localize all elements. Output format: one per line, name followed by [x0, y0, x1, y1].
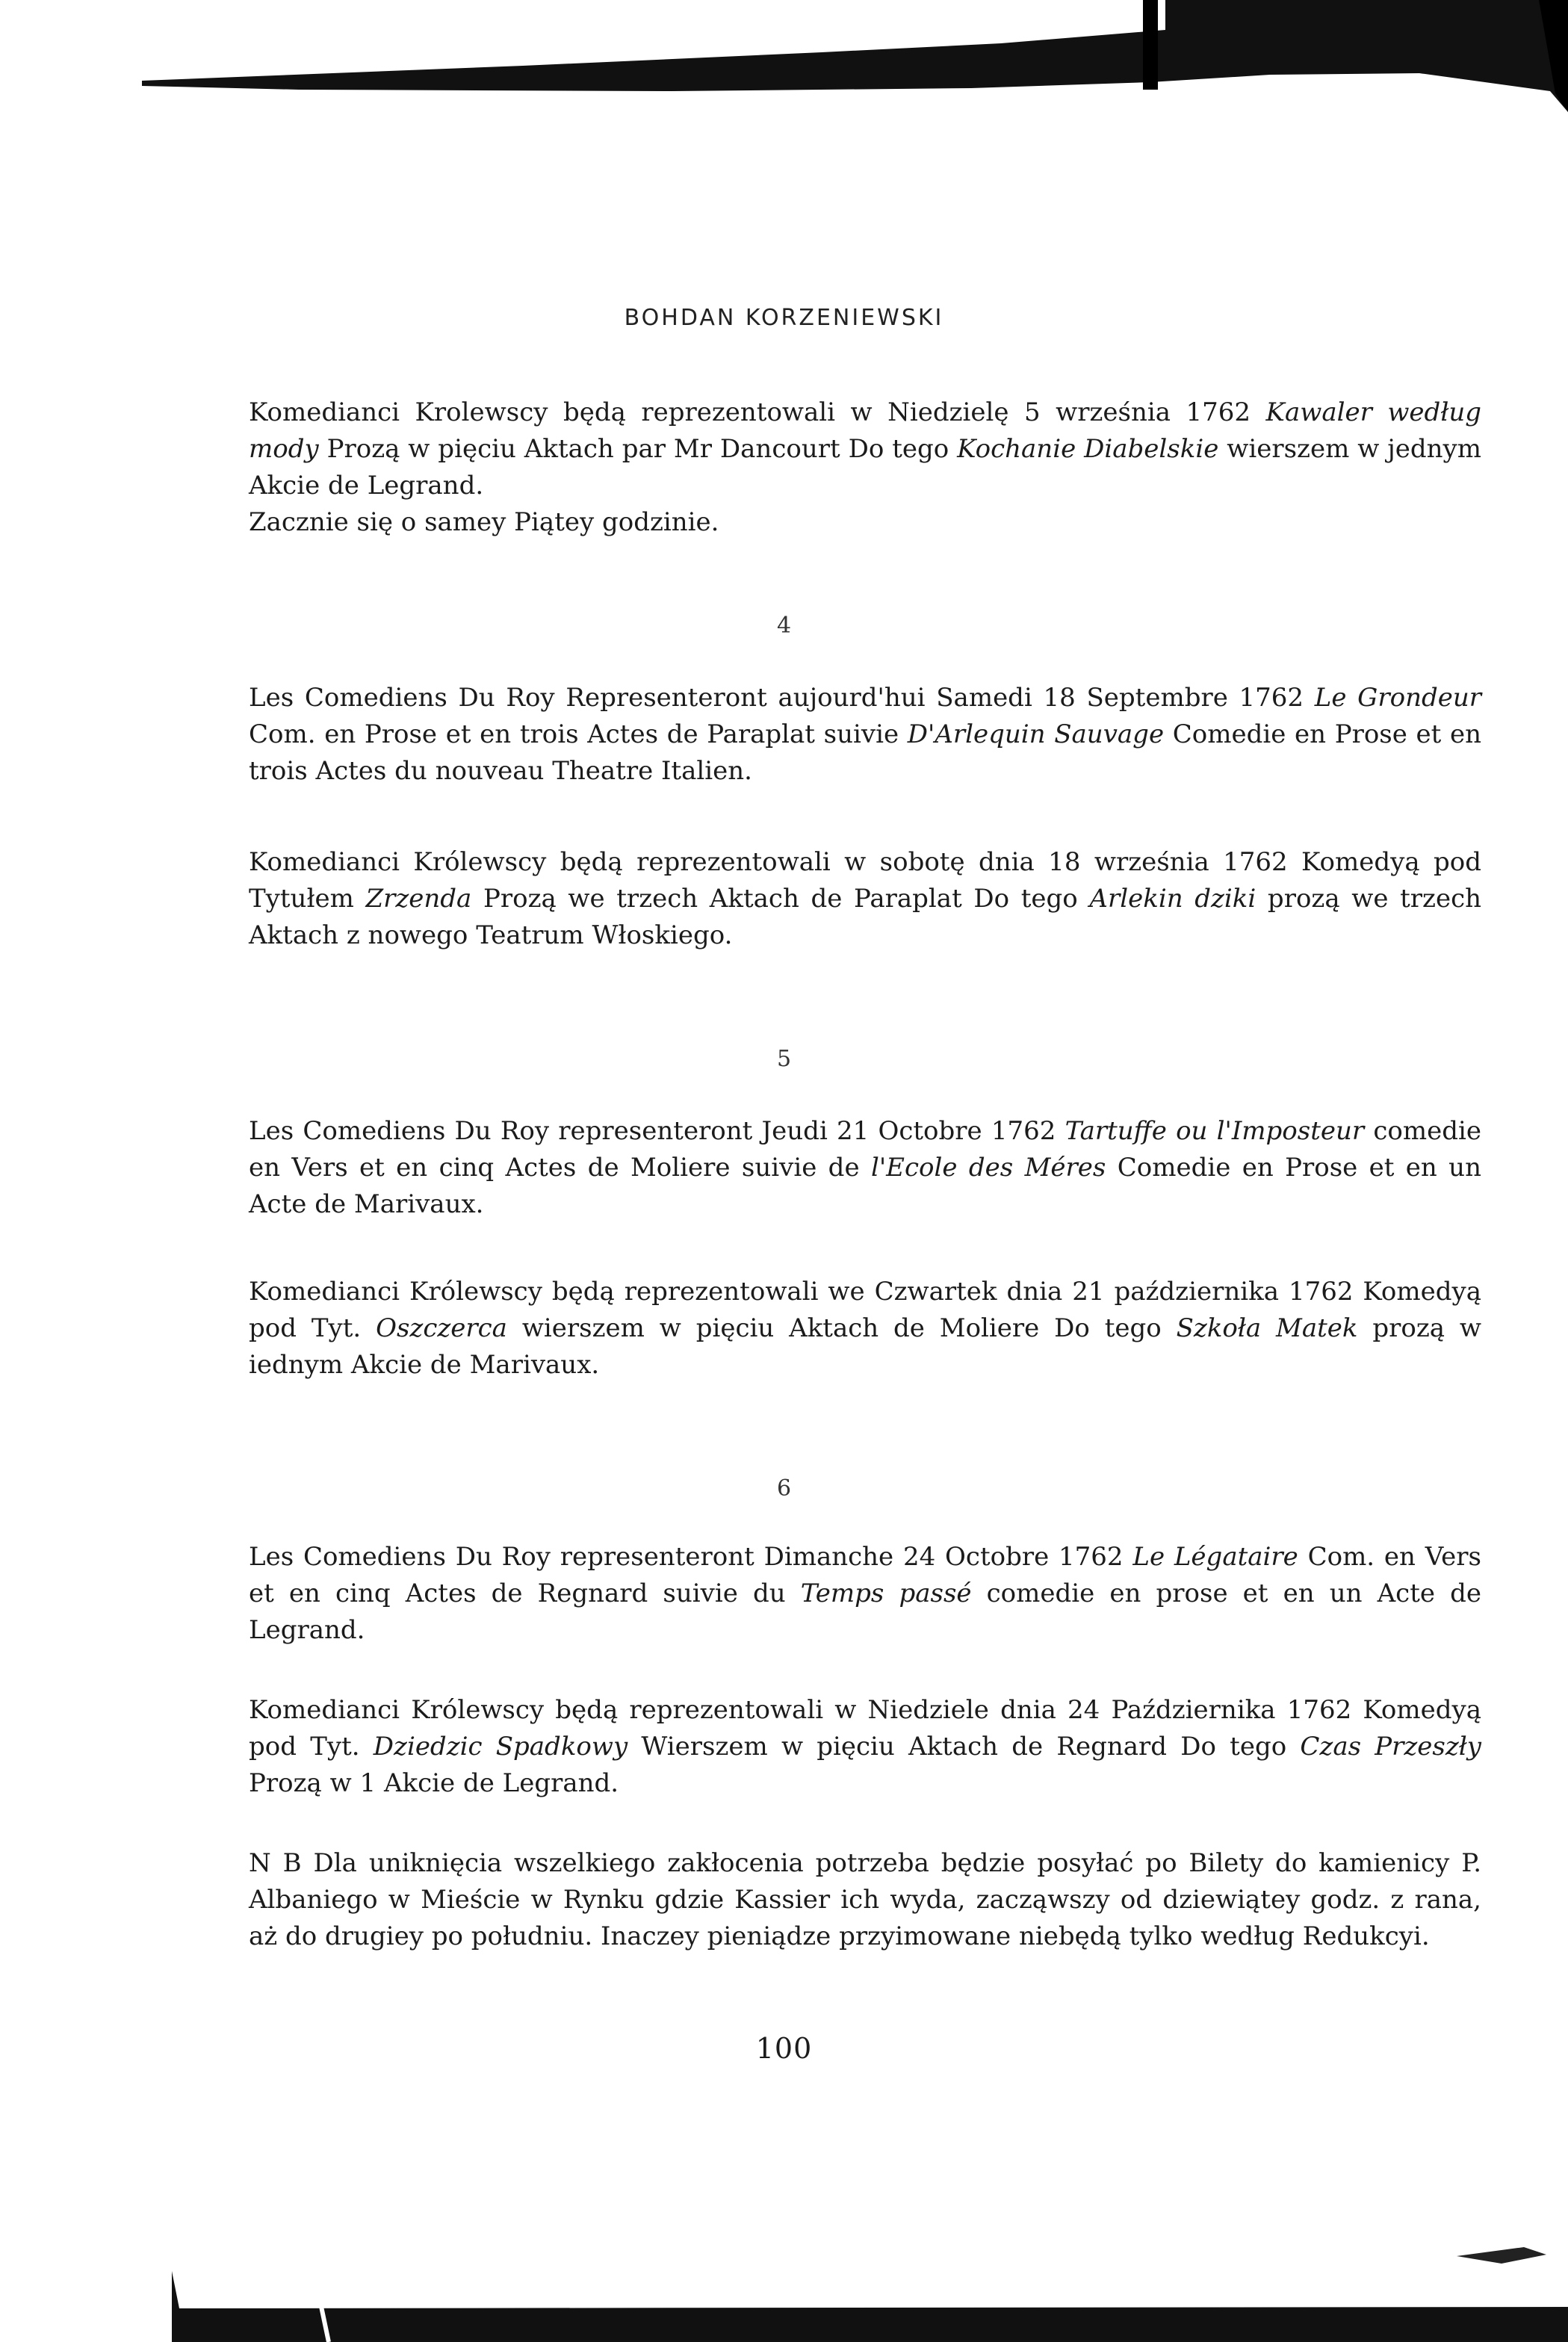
announcement-paragraph: [249, 1692, 1481, 1802]
text-segment: wierszem w jednym Akcie de Legrand.: [249, 434, 1482, 501]
text-segment: Comedie en Prose et en un Acte de Marivaux.: [249, 1153, 1481, 1219]
text-segment: wierszem w pięciu Aktach de Moliere Do tego: [506, 1313, 1177, 1343]
scan-edge-top: [0, 0, 1568, 149]
text-segment: comedie en Vers et en cinq Actes de Moliere suivie de: [249, 1116, 1481, 1183]
announcement-note: Zacznie się o samey Piątey godzinie.: [249, 507, 719, 537]
announcement-text: [249, 1692, 1481, 1802]
announcement-text: N B Dla uniknięcia wszelkiego zakłocenia potrzeba będzie posyłać po Bilety do kamienicy P. Albaniego w Mieście w Rynku gdzie Kassier ich wyda, zacząwszy od dziewiątey godz. z rana, aż do drugiey po południu. Inaczey pieniądze przyimowane niebędą tylko według Redukcyi.: [249, 1848, 1481, 1951]
text-segment: Komedianci Krolewscy będą reprezentowali w Niedzielę 5 września 1762: [249, 397, 1266, 427]
text-segment: Prozą we trzech Aktach de Paraplat Do tego: [471, 884, 1090, 914]
play-title: Le Légataire: [1132, 1542, 1298, 1572]
announcement-text: [249, 1274, 1481, 1384]
play-title: Dziedzic Spadkowy: [373, 1732, 628, 1762]
play-title: Kawaler według mody: [249, 397, 1482, 464]
play-title: Arlekin dziki: [1089, 884, 1256, 914]
play-title: D'Arlequin Sauvage: [907, 719, 1165, 749]
text-segment: Komedianci Królewscy będą reprezentowali we Czwartek dnia 21 października 1762 Komedyą pod Tyt.: [249, 1277, 1481, 1343]
text-segment: prozą we trzech Aktach z nowego Teatrum Włoskiego.: [249, 884, 1482, 950]
play-title: Oszczerca: [376, 1313, 507, 1343]
text-segment: Les Comediens Du Roy representeront Dimanche 24 Octobre 1762: [249, 1542, 1133, 1572]
announcement-text: [249, 394, 1481, 504]
text-segment: comedie en prose et en un Acte de Legrand.: [249, 1579, 1481, 1645]
text-segment: Les Comediens Du Roy Representeront aujourd'hui Samedi 18 Septembre 1762: [249, 683, 1315, 713]
text-segment: prozą w iednym Akcie de Marivaux.: [249, 1313, 1481, 1380]
page-header-author: BOHDAN KORZENIEWSKI: [624, 305, 944, 331]
play-title: l'Ecole des Méres: [870, 1153, 1106, 1183]
text-segment: Comedie en Prose et en trois Actes du nouveau Theatre Italien.: [249, 719, 1481, 786]
play-title: Temps passé: [800, 1579, 972, 1608]
play-title: Szkoła Matek: [1176, 1313, 1358, 1343]
scan-edge-bottom: [0, 2226, 1568, 2342]
play-title: Czas Przeszły: [1300, 1732, 1481, 1762]
announcement-paragraph: [249, 394, 1481, 541]
text-segment: Komedianci Królewscy będą reprezentowali w Niedziele dnia 24 Października 1762 Komedyą pod Tyt.: [249, 1695, 1481, 1762]
page-number: 100: [755, 2032, 813, 2065]
section-number: 4: [776, 613, 792, 639]
announcement-text: [249, 844, 1481, 954]
section-number: 5: [776, 1046, 792, 1072]
announcement-text: [249, 1113, 1481, 1223]
play-title: Le Grondeur: [1314, 683, 1482, 713]
play-title: Tartuffe ou l'Imposteur: [1065, 1116, 1365, 1146]
text-segment: Com. en Prose et en trois Actes de Paraplat suivie: [249, 719, 908, 749]
text-segment: Wierszem w pięciu Aktach de Regnard Do tego: [627, 1732, 1301, 1762]
announcement-paragraph: [249, 1539, 1481, 1649]
text-segment: Les Comediens Du Roy representeront Jeudi 21 Octobre 1762: [249, 1116, 1065, 1146]
announcement-text: [249, 1539, 1481, 1649]
text-segment: Komedianci Królewscy będą reprezentowali w sobotę dnia 18 września 1762 Komedyą pod Tytułem: [249, 847, 1481, 914]
text-segment: Com. en Vers et en cinq Actes de Regnard suivie du: [249, 1542, 1481, 1608]
announcement-paragraph-nb: [249, 1845, 1481, 1955]
announcement-paragraph: [249, 1274, 1481, 1384]
play-title: Zrzenda: [365, 884, 472, 914]
announcement-paragraph: [249, 680, 1481, 790]
play-title: Kochanie Diabelskie: [957, 434, 1219, 464]
text-segment: Prozą w 1 Akcie de Legrand.: [249, 1768, 619, 1798]
announcement-paragraph: [249, 1113, 1481, 1223]
announcement-text: [249, 680, 1481, 790]
text-segment: Prozą w pięciu Aktach par Mr Dancourt Do tego: [318, 434, 958, 464]
announcement-paragraph: [249, 844, 1481, 954]
section-number: 6: [776, 1475, 792, 1502]
